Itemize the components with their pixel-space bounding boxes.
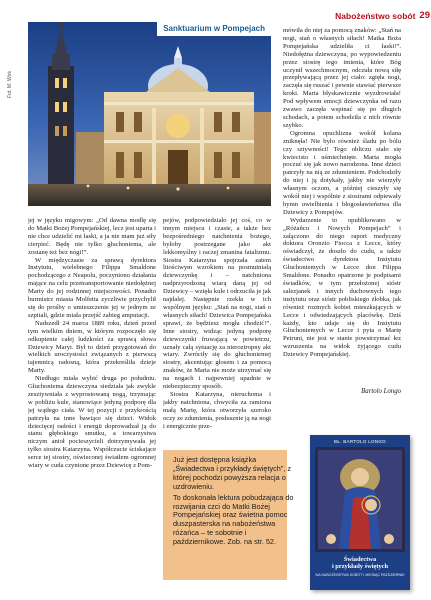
paragraph: Wydarzenie to opublikowano w „Różańcu i Nowych Pompejach” i załączono do niego raport medyczny doktora Oronzio Fiocca z Lecce, który oświadczył, że doszło do cudu, a także świadectwo dyrektora Instytutu Głuchoniemych w Lecce don Filippa Smaldone. Ponadto opatrzone je podpisami świadków, w tym przełożonej sióstr salezjanek i innych duchownych tego instytutu oraz sióstr pobliskiego żłobka, jak również rozmych kobiet mieszkających w Lecce i odwiedzających placówkę. Dziś każdy, kto udaje się do Instytutu Głuchoniemych w Lecce i pyta o Martę Petruni, nie jest w stanie powstrzymać łez wzruszenia na widok żyjącego cudu Dziewicy Pompejańskiej. <box>283 216 401 359</box>
paragraph: jej w języku migowym: „Od dawna modlę się do Matki Bożej Pompejańskiej, lecz jest uparta i nie chce udzielić mi łaski, a ja nie mam już siły cierpieć. Będę nie tylko głuchoniema, ale zostanę też bez nogi!”. <box>28 217 156 256</box>
paragraph: pejów, podpowiedziało jej coś, co w innym miejscu i czasie, a także bez bezpośredniego natchnienia bożego, byłoby postrzegane jako akt lekkomyślny i raczej zmanina fatalizmu. Siostra Katarzyna spojrzała zatem litościwym wzrokiem na posmutniałą dziewczynkę i – natchniona nadprzyrodzoną wiarą daną jej od Dziewicy – wzięła kule i odrzuciła je jak najdalej. Następnie rzekła w ich wspólnym języku: „Stań na nogi, stań o własnych siłach! Dziewica Pompejańska sprawi, że będziesz mogła chodzić!”. Inne siostry, widząc jedyną podporę dziewczynki fruwającą w powietrzu, uznały całą sytuację za nieroztropny akt wiary. Zwróciły się do głuchoniemej siostry, akcentując głosem i za pomocą znaków, że Marta nie może utrzymać się na nogach i najpewniej upadnie w niebezpieczny sposób. <box>163 217 271 391</box>
paragraph: Niedługo miała wybić druga po południu. Głuchoniema dziewczyna siedziała jak zwykle zesztywniała z wyprostowaną nogą, trzymając w pobliżu kule, stanowiące jedyną podporę dla jej wątłego ciała. W tej pozycji z przykrością patrzyła na inne bawiące się dzieci. Widok dziecięcej radości i energii doprowadzał ją do stanu głębokiego smutku, a towarzystwa niczym anioł pocieszycieli dotrzymywała jej tylko siostra Katarzyna. Współczucie ściskające serce tej siostry, oświeconej światłem ogromnej wiary w cuda czynione przez Dziewicę z Pom- <box>28 375 156 470</box>
author-signature: Bartolo Longo <box>361 388 401 395</box>
running-head <box>322 9 430 22</box>
book-subtitle: NA NABOŻEŃSTWA SOBÓT I MIESIĄC PAŹDZIERNIK <box>315 573 405 577</box>
paragraph: W międzyczasie za sprawą dyrektora Instytutu, wielebnego Filippa Smaldone pochodzącego z Neapolu, poczyniono działania mające na celu przetransportowanie niedołężnej Marty do jej rodzinnej miejscowości. Ponadto burmistrz miasta Molfetta zyczliwie przychylił się do prośby o umieszczenie jej w jednym ze szpitali, gdzie miała przejść zabieg amputacji. <box>28 256 156 319</box>
paragraph: Nadszedł 24 marca 1889 roku, dzień przed tym wielkim dniem, w którym rozpoczęło się odkupienie całej ludzkości za sprawą słowa Dziewicy Maryi. Był to dzień przygotowań do wielkich uroczystości związanych z pierwszą tajemnicą radosną, która przekreśliła dzieje Marty. <box>28 319 156 375</box>
photo-caption-label: Sanktuarium w Pompejach <box>157 22 271 36</box>
book-title <box>310 556 410 571</box>
article-column-3 <box>283 27 401 389</box>
paragraph: Siostra Katarzyna, nieruchoma i jakby natchniona, chwyciła za ramiona małą Martę, która otworzyła szeroko oczy ze zdumienia, posłusznie ją na nogi i energicznie prze- <box>163 390 271 430</box>
madonna-painting-icon <box>315 447 405 552</box>
page-number: 29 <box>419 10 430 21</box>
paragraph: Ogromna opuchlizna wokół kolana zniknęła! Nie było również śladu po bólu czy sztywności! Tego obliczu stało się kwiecisto i uśmiechnięte. Marta mogła poczuć się jak nowo narodzona. Inne dzieci patrzyły na nią ze zdumieniem. Podchodziły do niej i ją dotykały, jakby nie wierzyły własnym oczom, a później cieszyły się wokół niej i wspólnie z siostrami odpiewały hymn uwielbienia i błogosławieństwa dla Dziewicy z Pompejów. <box>283 129 401 216</box>
promo-paragraph: To doskonała lektura pobudzająca do rozwijania czci do Matki Bożej Pompejańskiej oraz świetna pomoc duszpasterska na nabożeństwa różańca – te sobotnie i październikowe. Zob. na str. 52. <box>173 492 294 547</box>
book-promo-box <box>163 450 294 580</box>
article-column-2 <box>163 217 271 442</box>
sanctuary-illustration <box>28 22 271 206</box>
promo-text <box>173 456 297 549</box>
paragraph: mówiła do niej za pomocą znaków: „Stań na nogi, stań o własnych siłach! Matka Boża Pompejańska udzieliła ci łaski!”. Niedołężna dziewczyna, po wypowiedzeniu przez siostrę tego imienia, które Bóg uczynił wszechmocnym, odczuła nową siłę przepływającą przez jej ciało: zgięła nogi, zaczęła się ruszać i pewnie stawiać pierwsze kroki. Marta błyskawicznie wyzdrowiała! Pod wpływem emocji dziewczynka od razu zwawo zaczęła wspinać się po długich schodach, a potem schodziła z nich równie szybko. <box>283 27 401 129</box>
book-title-line-1: Świadectwa <box>343 556 377 563</box>
book-author: BŁ. BARTOLO LONGO <box>334 439 386 444</box>
promo-paragraph: Już jest dostępna książka „Świadectwa i przykłady świętych”, z której pochodzi powyższa relacja o uzdrowieniu. <box>173 455 292 491</box>
sanctuary-photo <box>28 22 271 206</box>
book-title-line-2: i przykłady świętych <box>331 563 389 571</box>
section-title: Nabożeństwo sobót <box>335 10 416 21</box>
photo-credit: Fot. M. Woś <box>7 71 13 98</box>
article-column-1 <box>28 217 156 600</box>
book-cover <box>310 435 410 590</box>
